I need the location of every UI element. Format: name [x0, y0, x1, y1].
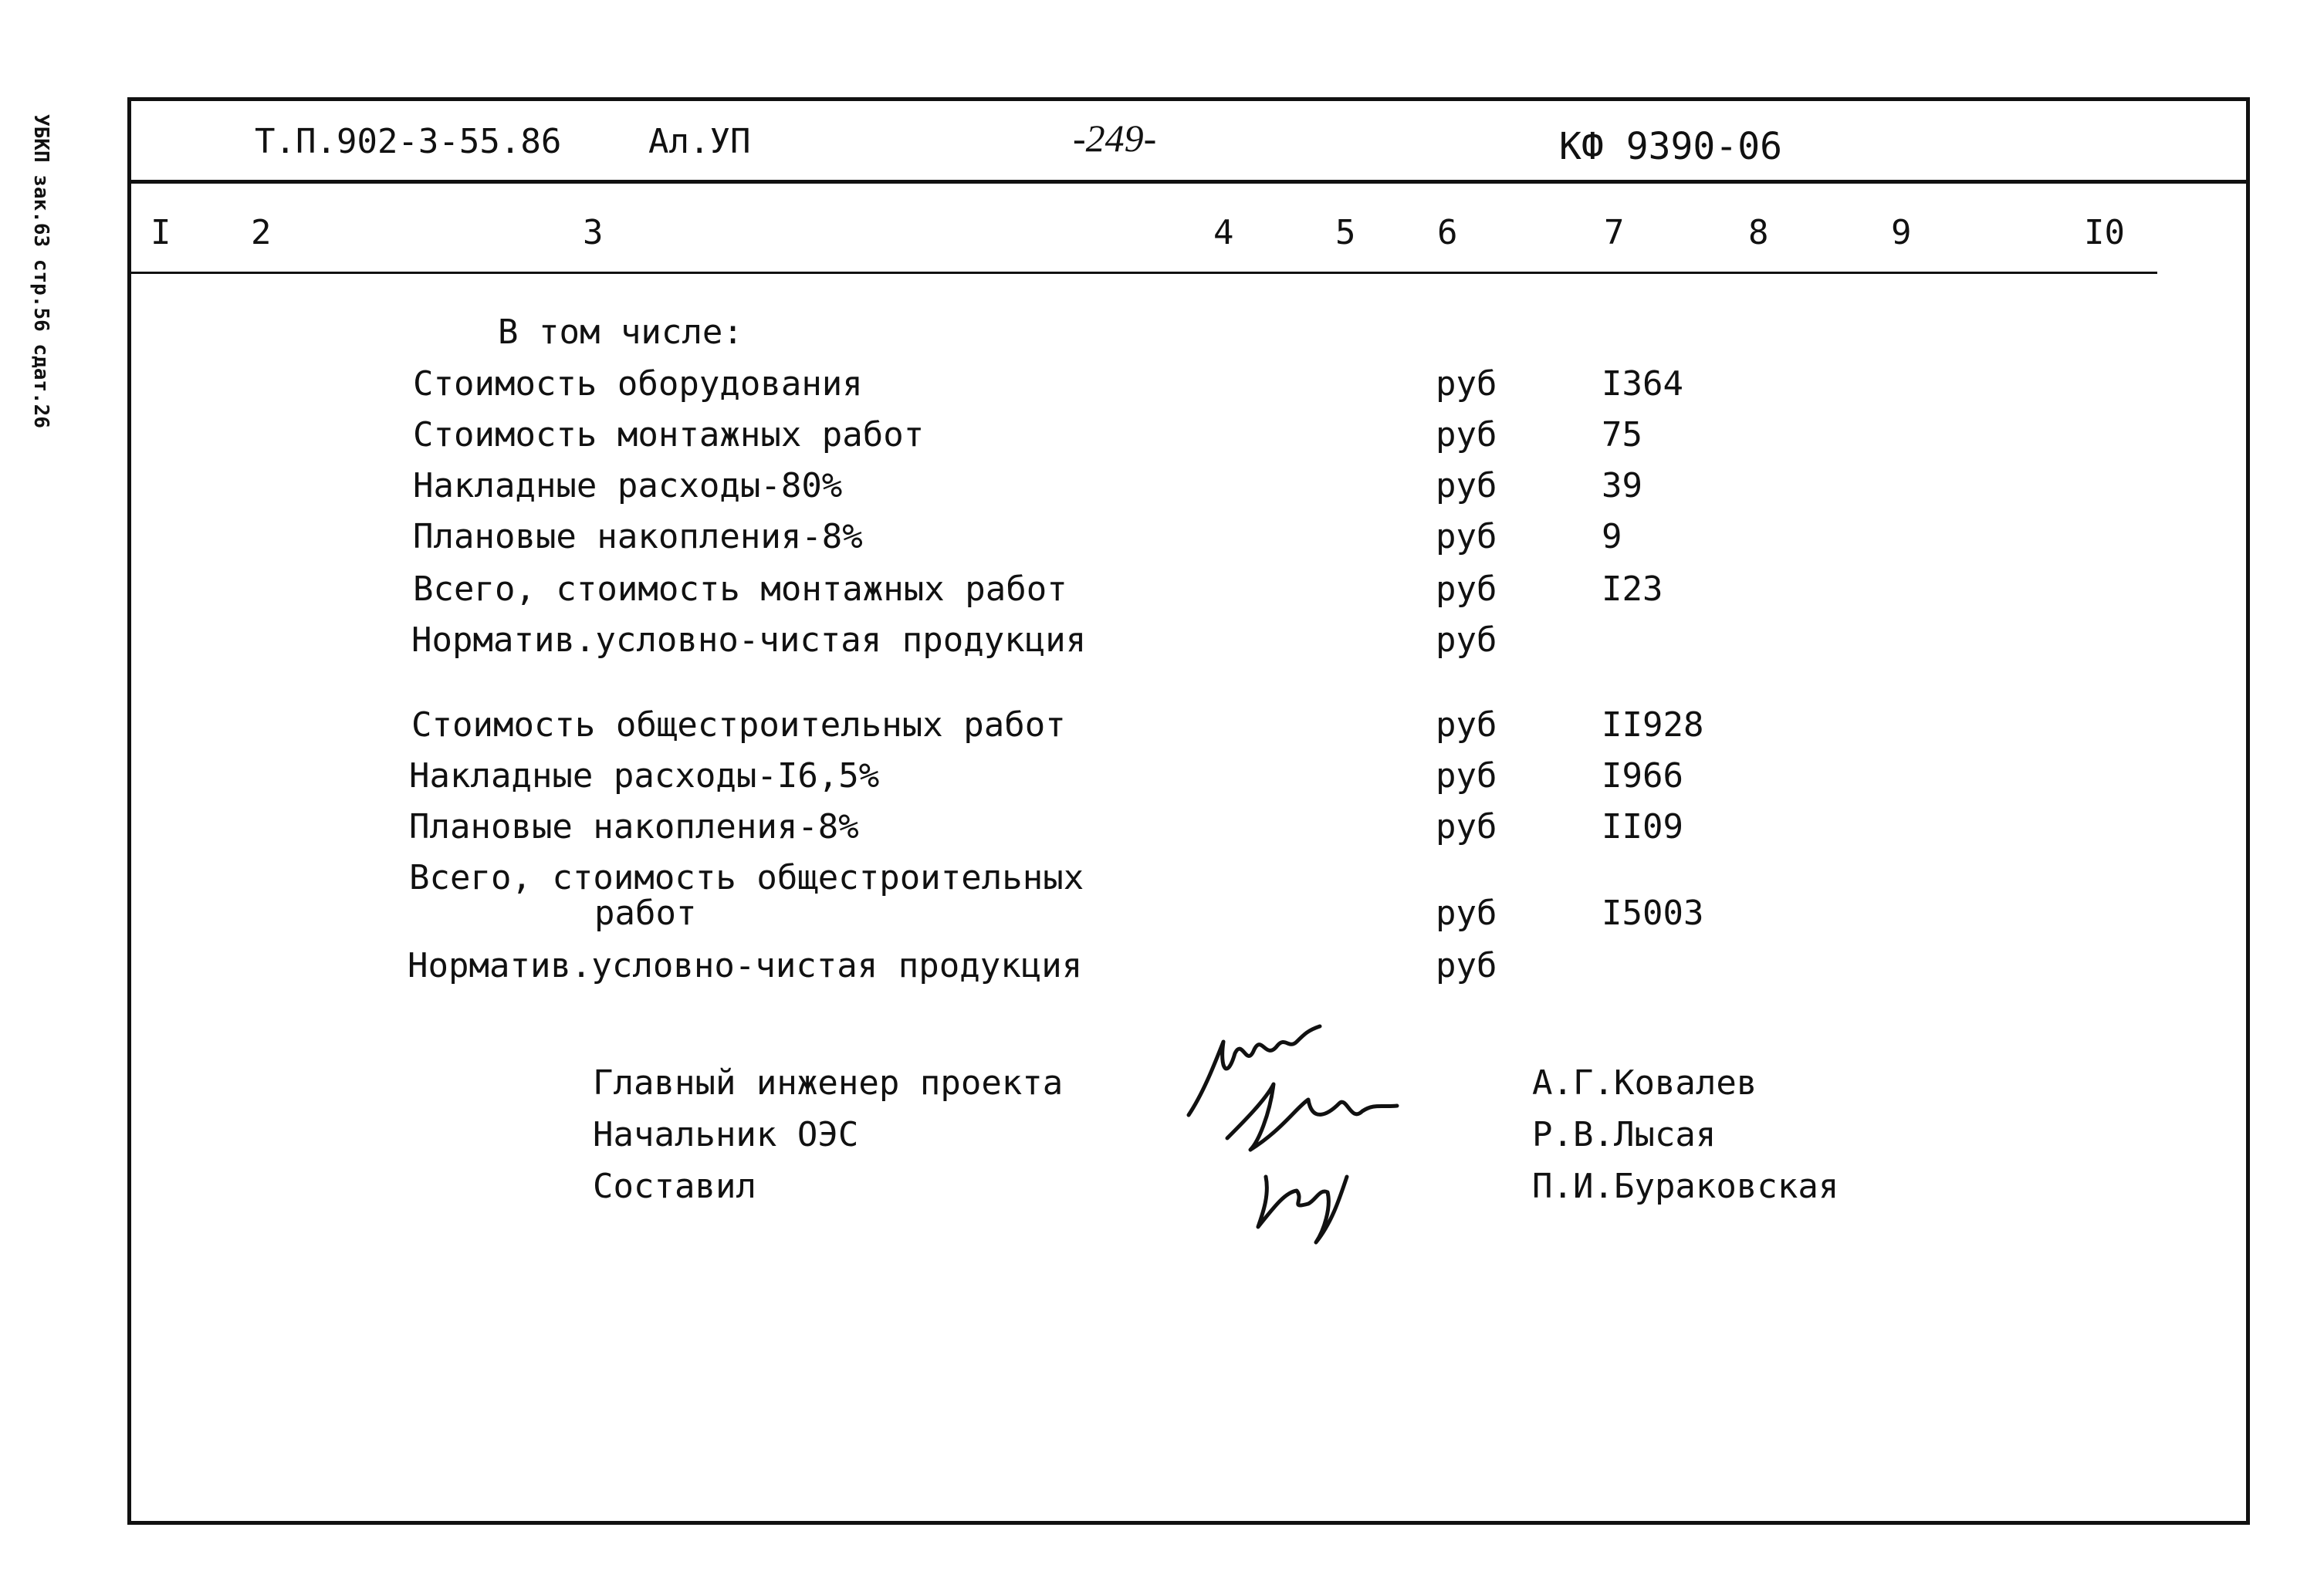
- row-unit: руб: [1436, 517, 1497, 556]
- project-code: Т.П.902-3-55.86: [255, 122, 562, 161]
- signatory-role: Начальник ОЭС: [593, 1115, 859, 1154]
- column-number: 8: [1748, 213, 1769, 252]
- column-header-divider: [127, 272, 2157, 274]
- row-unit: руб: [1436, 756, 1497, 796]
- column-number: 4: [1213, 213, 1234, 252]
- row-label-continuation: работ: [594, 894, 697, 933]
- column-number: 2: [251, 213, 272, 252]
- row-value: II09: [1602, 807, 1683, 846]
- row-label: Плановые накопления-8%: [413, 517, 863, 556]
- row-value: 9: [1602, 517, 1622, 556]
- row-unit: руб: [1436, 364, 1497, 404]
- row-label: Накладные расходы-I6,5%: [409, 756, 880, 796]
- row-unit: руб: [1436, 894, 1497, 933]
- row-label: Стоимость монтажных работ: [413, 415, 925, 455]
- signatory-role: Составил: [593, 1167, 756, 1206]
- row-unit: руб: [1436, 466, 1497, 505]
- header-divider: [127, 180, 2250, 184]
- row-unit: руб: [1436, 946, 1497, 985]
- row-value: 39: [1602, 466, 1642, 505]
- row-value: I966: [1602, 756, 1683, 796]
- row-value: 75: [1602, 415, 1642, 455]
- signature-compiler: [1258, 1177, 1347, 1242]
- row-unit: руб: [1436, 569, 1497, 609]
- column-number: 6: [1437, 213, 1458, 252]
- row-label: Плановые накопления-8%: [409, 807, 859, 846]
- row-label: Стоимость общестроительных работ: [411, 705, 1066, 745]
- handwritten-signatures: [1173, 1007, 1451, 1254]
- column-number: 9: [1891, 213, 1912, 252]
- row-unit: руб: [1436, 415, 1497, 455]
- column-number: 5: [1335, 213, 1356, 252]
- row-unit: руб: [1436, 705, 1497, 745]
- row-unit: руб: [1436, 807, 1497, 846]
- album-number: Ал.УП: [648, 122, 751, 161]
- row-label: Всего, стоимость монтажных работ: [413, 569, 1067, 609]
- row-value: I23: [1602, 569, 1663, 609]
- row-label: Норматив.условно-чистая продукция: [408, 946, 1083, 985]
- margin-stamp: УБКП зак.63 стр.56 сдат.26: [29, 114, 52, 428]
- row-unit: руб: [1436, 620, 1497, 660]
- row-label: Стоимость оборудования: [413, 364, 863, 404]
- signatory-name: Р.В.Лысая: [1532, 1115, 1717, 1154]
- row-value: I364: [1602, 364, 1683, 404]
- row-value: I5003: [1602, 894, 1704, 933]
- column-number: 3: [583, 213, 604, 252]
- signatory-name: П.И.Бураковская: [1532, 1167, 1839, 1206]
- column-number: I0: [2084, 213, 2125, 252]
- section-intro: В том числе:: [498, 313, 743, 352]
- signatory-name: А.Г.Ковалев: [1532, 1063, 1757, 1103]
- column-number: 7: [1604, 213, 1625, 252]
- document-reference: КФ 9390-06: [1559, 125, 1782, 168]
- signature-head-oes: [1227, 1084, 1397, 1150]
- row-label: Норматив.условно-чистая продукция: [411, 620, 1087, 660]
- signatory-role: Главный инженер проекта: [593, 1063, 1064, 1103]
- row-label: Всего, стоимость общестроительных: [409, 858, 1084, 897]
- row-value: II928: [1602, 705, 1704, 745]
- row-label: Накладные расходы-80%: [413, 466, 843, 505]
- page-number: -249-: [1073, 117, 1157, 160]
- column-number: I: [151, 213, 171, 252]
- signature-chief-engineer: [1189, 1026, 1320, 1115]
